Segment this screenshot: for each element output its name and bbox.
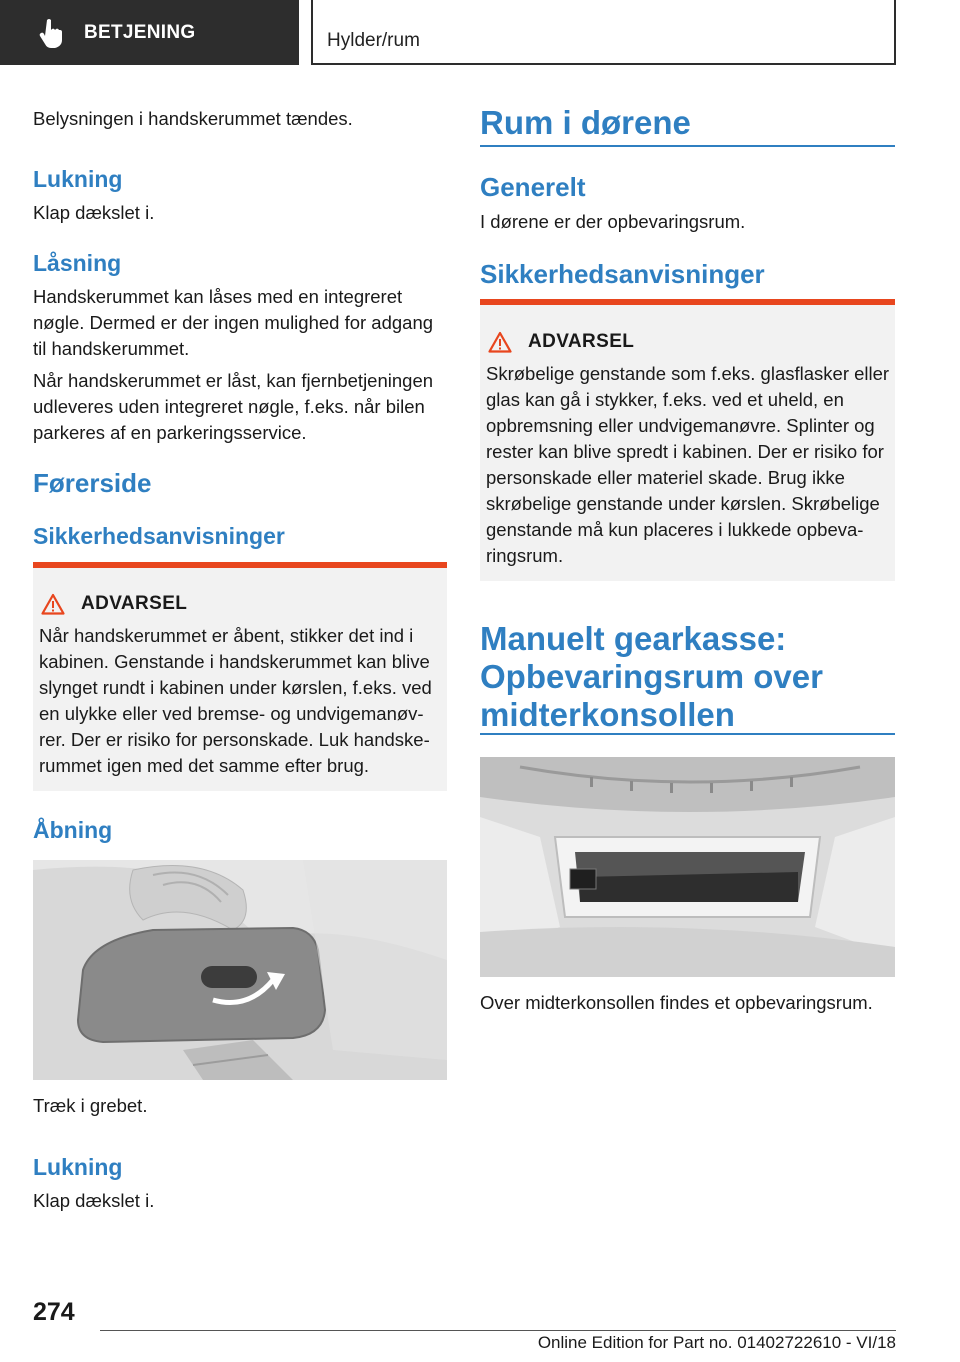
warning-label: ADVARSEL xyxy=(528,331,635,352)
warning-label: ADVARSEL xyxy=(81,593,188,614)
opening-heading: Åbning xyxy=(33,817,113,843)
gearbox-heading: Manuelt gearkasse: Opbevaringsrum over midterkonsollen xyxy=(480,620,823,733)
warning-box-left xyxy=(33,562,447,791)
heading-rule xyxy=(480,145,895,147)
section-label: BETJENING xyxy=(84,21,196,43)
page-header xyxy=(311,0,896,65)
warning-triangle-icon xyxy=(41,593,65,615)
footer-rule xyxy=(100,1330,896,1331)
closing2-heading: Lukning xyxy=(33,1154,123,1180)
locking-paragraph-1: Handskerummet kan låses med en integreret nøgle. Dermed er der ingen mulighed for adgang til handskerummet. xyxy=(33,286,434,359)
page-title: Hylder/rum xyxy=(327,30,420,51)
page-number: 274 xyxy=(33,1298,75,1326)
opening-caption: Træk i grebet. xyxy=(33,1095,148,1116)
driver-side-heading: Førerside xyxy=(33,468,152,498)
door-compartments-heading: Rum i dørene xyxy=(480,104,691,141)
warning-text: Når handskerummet er åbent, stikker det ind i kabinen. Genstande i handskerummet kan blive slynget rundt i kabinen under kørslen, f.eks. ved en ulykke eller ved bremse- og undvigemanøvrer. Der er risiko for personskade. Luk handskerummet igen med det samme efter brug. xyxy=(39,625,432,776)
warning-box-right xyxy=(480,299,895,581)
intro-text: Belysningen i handskerummet tændes. xyxy=(33,108,353,129)
warning-header xyxy=(41,593,187,615)
closing2-text: Klap dækslet i. xyxy=(33,1190,155,1211)
warning-text: Skrøbelige genstande som f.eks. glasflasker eller glas kan gå i stykker, f.eks. ved et uheld, en opbremsning eller undvigemanøvre. Splinter og rester kan blive spredt i kabinen. Der er risiko for personskade eller materiel skade. Brug ikke skrøbelige genstande under kørslen. Skrøbelige genstande må kun placeres i lukkede opbevaringsrum. xyxy=(486,363,890,566)
glovebox-handle-illustration xyxy=(33,860,447,1080)
hand-pointer-icon xyxy=(38,18,64,48)
locking-paragraph-2: Når handskerummet er låst, kan fjernbetjeningen udleveres uden integreret nøgle, f.eks. når bilen parkeres af en parkeringsservice. xyxy=(33,370,434,443)
closing-heading: Lukning xyxy=(33,166,123,192)
general-text: I dørene er der opbevaringsrum. xyxy=(480,211,746,232)
section-tab xyxy=(0,0,299,65)
locking-heading: Låsning xyxy=(33,250,122,276)
edition-note: Online Edition for Part no. 01402722610 - VI/18 xyxy=(537,1333,896,1352)
gearbox-caption: Over midterkonsollen findes et opbevaringsrum. xyxy=(480,992,873,1013)
center-console-storage-illustration xyxy=(480,757,895,977)
closing-text: Klap dækslet i. xyxy=(33,202,155,223)
warning-header xyxy=(488,331,634,353)
warning-triangle-icon xyxy=(488,331,512,353)
general-heading: Generelt xyxy=(480,172,586,202)
heading-rule xyxy=(480,733,895,735)
safety-heading-left: Sikkerhedsanvisninger xyxy=(33,523,285,549)
safety-heading-right: Sikkerhedsanvisninger xyxy=(480,259,765,289)
